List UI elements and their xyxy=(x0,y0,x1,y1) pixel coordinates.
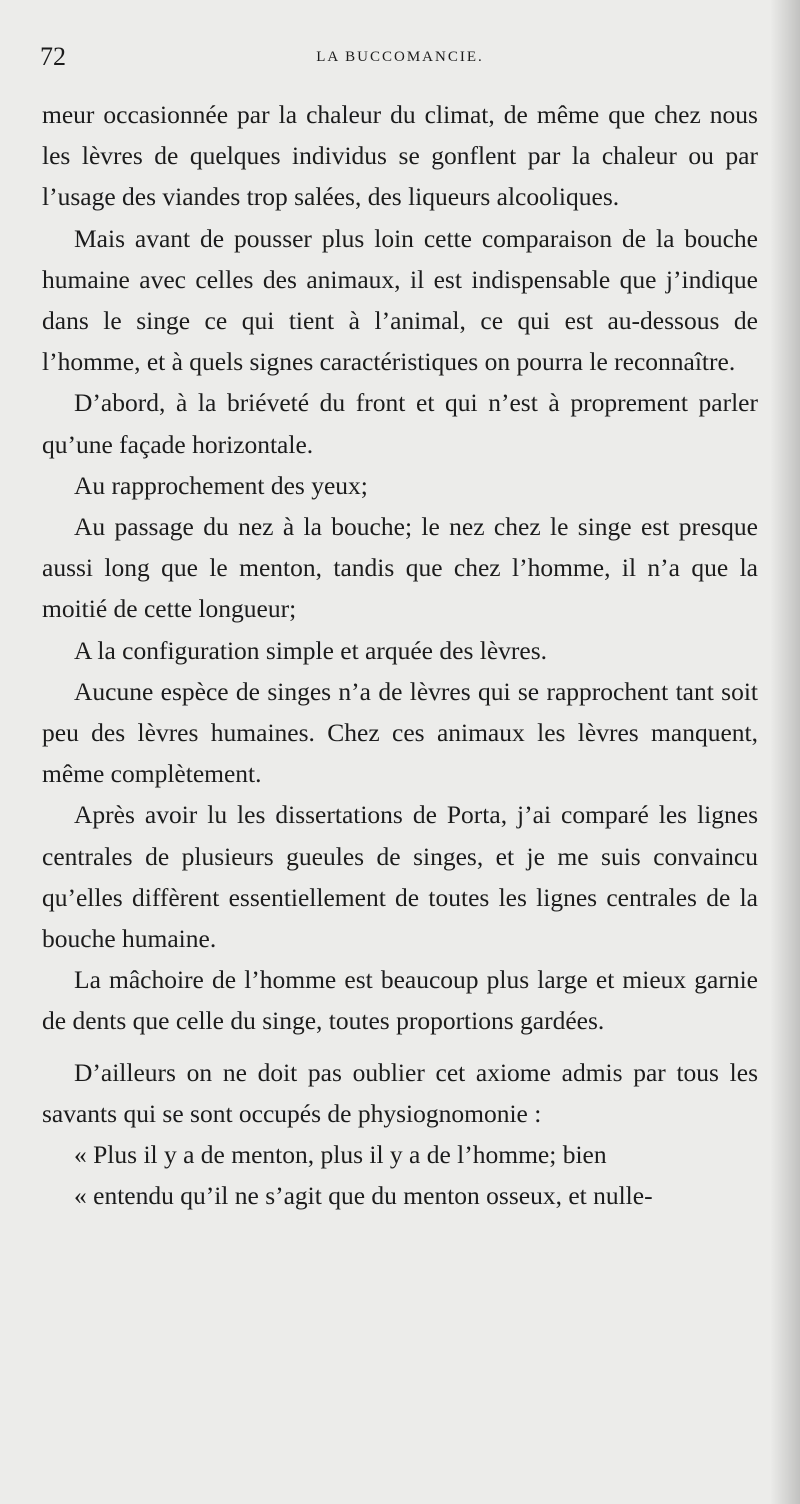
paragraph: Au rapprochement des yeux; xyxy=(74,470,368,500)
page-number: 72 xyxy=(40,42,66,71)
page-header xyxy=(40,42,760,78)
quote-line: « entendu qu’il ne s’agit que du menton osseux, et nulle- xyxy=(74,1181,653,1211)
paragraph: Mais avant de pousser plus loin cette comparaison de la bouche humaine avec celles des animaux, il est indispensable que j’indique dans le singe ce qui tient à l’animal, ce qui est au-dessous de l’homme, et à quels signes caractéristiques on pourra le reconnaître. xyxy=(42,223,758,377)
paragraph: A la configuration simple et arquée des lèvres. xyxy=(74,635,548,665)
page-edge-shadow xyxy=(770,0,800,1504)
body-text xyxy=(42,94,758,1216)
paragraph: D’abord, à la briéveté du front et qui n’est à proprement parler qu’une façade horizontale. xyxy=(42,388,758,459)
paragraph: Après avoir lu les dissertations de Porta, j’ai comparé les lignes centrales de plusieurs gueules de singes, et je me suis convaincu qu’elles diffèrent essentiellement de toutes les lignes centrales de la bouche humaine. xyxy=(42,800,758,954)
quote-line: « Plus il y a de menton, plus il y a de l’homme; bien xyxy=(74,1140,607,1170)
paragraph-continued: meur occasionnée par la chaleur du climat, de même que chez nous les lèvres de quelques individus se gonflent par la chaleur ou par l’usage des viandes trop salées, des liqueurs alcooliques. xyxy=(42,100,758,212)
paragraph: La mâchoire de l’homme est beaucoup plus large et mieux garnie de dents que celle du singe, toutes proportions gardées. xyxy=(42,965,758,1036)
quote-block xyxy=(42,1134,758,1216)
paragraph: D’ailleurs on ne doit pas oublier cet axiome admis par tous les savants qui se sont occupés de physiognomonie : xyxy=(42,1057,758,1128)
paragraph: Aucune espèce de singes n’a de lèvres qui se rapprochent tant soit peu des lèvres humaines. Chez ces animaux les lèvres manquent, même complètement. xyxy=(42,676,758,789)
running-title: LA BUCCOMANCIE. xyxy=(316,49,484,65)
paragraph: Au passage du nez à la bouche; le nez chez le singe est presque aussi long que le menton, tandis que chez l’homme, il n’a que la moitié de cette longueur; xyxy=(42,512,758,624)
